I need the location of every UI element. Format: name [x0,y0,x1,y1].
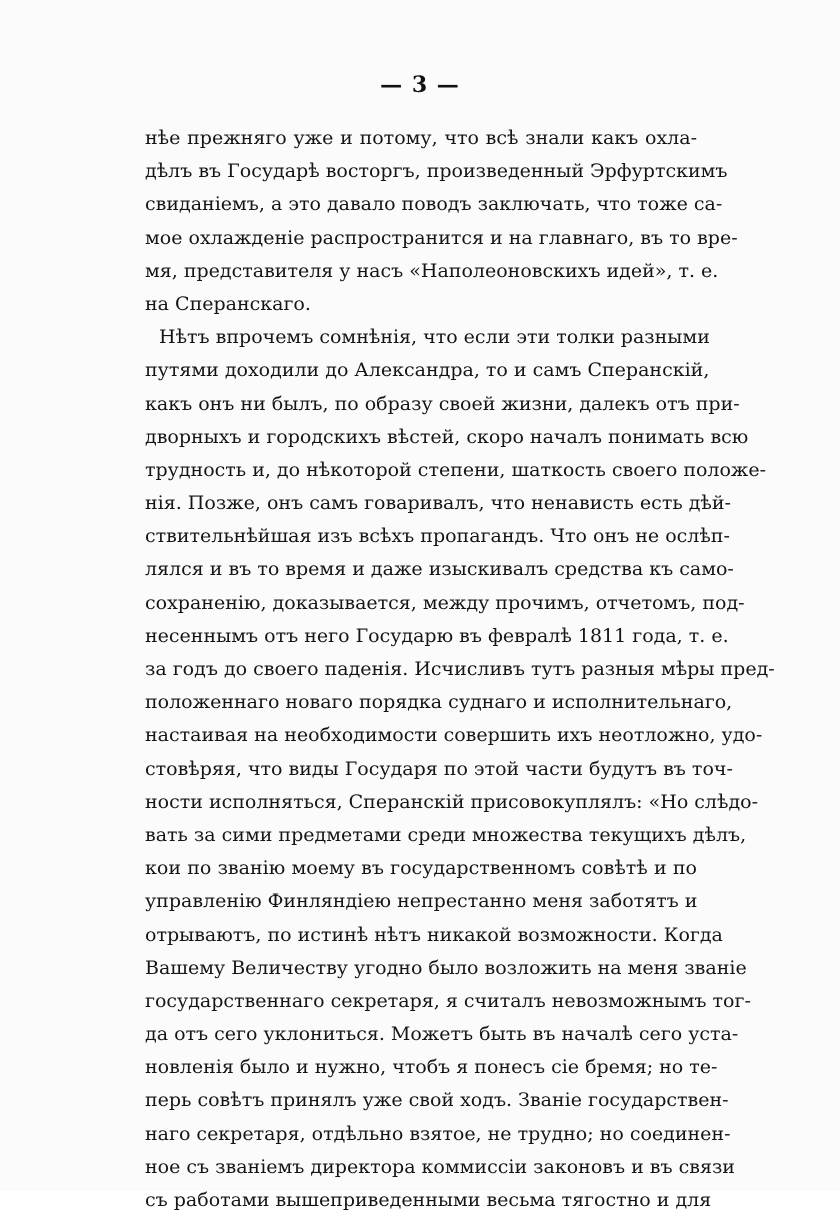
text-line: новленія было и нужно, чтобъ я понесъ сіе бремя; но те- [145,1056,718,1079]
paragraph-start-line: Нѣтъ впрочемъ сомнѣнія, что если эти толки разными [159,326,710,349]
text-line: несеннымъ отъ него Государю въ февралѣ 1811 года, т. е. [145,624,729,647]
text-line: дворныхъ и городскихъ вѣстей, скоро началъ понимать всю [145,425,749,448]
text-line: лялся и въ то время и даже изыскивалъ средства къ само- [145,558,734,581]
text-line: сохраненію, доказывается, между прочимъ, отчетомъ, под- [145,591,745,614]
text-line: Вашему Величеству угодно было возложить на меня званіе [145,956,747,979]
text-line: управленію Финляндіею непрестанно меня заботятъ и [145,890,698,913]
text-line: ное съ званіемъ директора коммиссіи законовъ и въ связи [145,1155,735,1178]
text-line: государственнаго секретаря, я считалъ невозможнымъ тог- [145,989,751,1012]
text-line: ствительнѣйшая изъ всѣхъ пропагандъ. Что онъ не ослѣп- [145,525,730,548]
text-line: да отъ сего уклониться. Можетъ быть въ началѣ сего уста- [145,1023,739,1046]
text-line: мое охлажденіе распространится и на главнаго, въ то вре- [145,226,738,249]
text-line: отрываютъ, по истинѣ нѣтъ никакой возможности. Когда [145,923,723,946]
text-line: положеннаго новаго порядка суднаго и исполнительнаго, [145,691,733,714]
paragraph-end-line: на Сперанскаго. [145,292,311,315]
text-line: путями доходили до Александра, то и самъ Сперанскій, [145,359,710,382]
text-line: трудность и, до нѣкоторой степени, шаткость своего положе- [145,458,767,481]
page-number: — 3 — [380,72,460,98]
text-line: кои по званію моему въ государственномъ совѣтѣ и по [145,857,697,880]
text-line: вать за сими предметами среди множества текущихъ дѣлъ, [145,823,747,846]
text-line: ности исполняться, Сперанскій присовокуплялъ: «Но слѣдо- [145,790,759,813]
text-line: нѣе прежняго уже и потому, что всѣ знали какъ охла- [145,127,697,149]
body-text [145,122,775,1217]
text-line: настаивая на необходимости совершить ихъ неотложно, удо- [145,724,763,747]
text-line: нія. Позже, онъ самъ говаривалъ, что ненависть есть дѣй- [145,492,731,515]
text-line: за годъ до своего паденія. Исчисливъ тутъ разныя мѣры пред- [145,658,775,680]
text-line: дѣлъ въ Государѣ восторгъ, произведенный Эрфуртскимъ [145,160,728,183]
text-line: съ работами вышеприведенными весьма тягостно и для [145,1189,712,1211]
text-line: какъ онъ ни былъ, по образу своей жизни, далекъ отъ при- [145,392,740,415]
text-line: перь совѣтъ принялъ уже свой ходъ. Званіе государствен- [145,1089,729,1112]
text-line: свиданіемъ, а это давало поводъ заключать, что тоже са- [145,193,723,216]
text-line: стовѣряя, что виды Государя по этой части будутъ въ точ- [145,757,733,780]
text-line: мя, представителя у насъ «Наполеоновскихъ идей», т. е. [145,259,719,282]
text-line: наго секретаря, отдѣльно взятое, не трудно; но соединен- [145,1122,731,1145]
